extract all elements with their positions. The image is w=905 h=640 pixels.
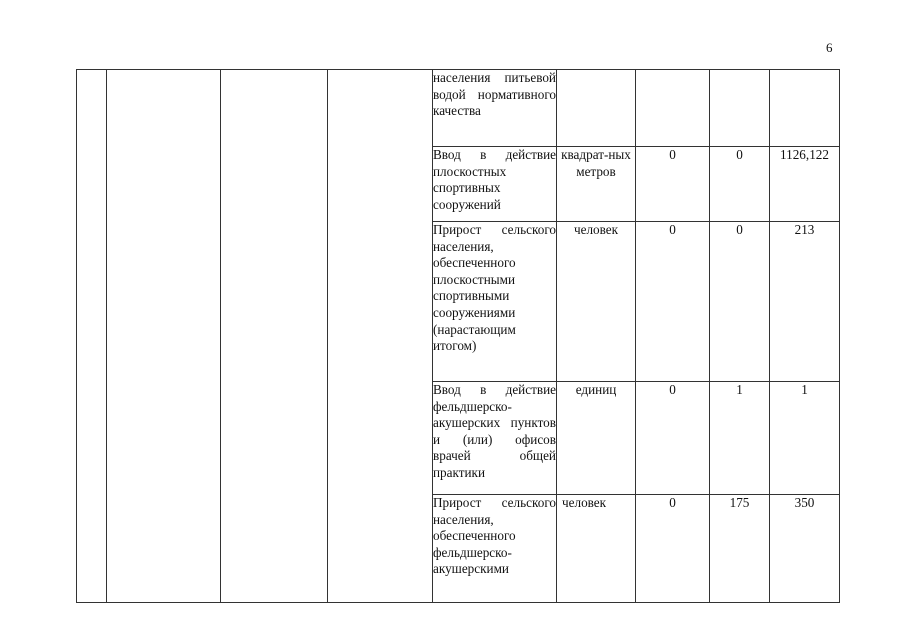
value-cell-3: 350 [770, 495, 840, 603]
unit-cell: квадрат-ных метров [557, 147, 636, 222]
unit-cell: человек [557, 495, 636, 603]
indicator-cell: Прирост сельского населения, обеспеченного фельдшерско-акушерскими [433, 495, 557, 603]
value-cell-3: 1 [770, 382, 840, 495]
empty-cell-col4 [328, 70, 433, 603]
unit-cell: единиц [557, 382, 636, 495]
empty-cell-col1 [77, 70, 107, 603]
page-number: 6 [826, 40, 833, 55]
value-cell-1 [636, 70, 710, 147]
empty-cell-col3 [221, 70, 328, 603]
value-cell-1: 0 [636, 495, 710, 603]
value-cell-1: 0 [636, 147, 710, 222]
unit-cell: человек [557, 222, 636, 382]
value-cell-1: 0 [636, 382, 710, 495]
value-cell-1: 0 [636, 222, 710, 382]
empty-cell-col2 [107, 70, 221, 603]
value-cell-3 [770, 70, 840, 147]
indicator-cell: Ввод в действие плоскостных спортивных сооружений [433, 147, 557, 222]
value-cell-3: 213 [770, 222, 840, 382]
indicator-cell: населения питьевой водой нормативного качества [433, 70, 557, 147]
value-cell-2: 0 [710, 147, 770, 222]
unit-cell [557, 70, 636, 147]
value-cell-2: 175 [710, 495, 770, 603]
value-cell-2: 1 [710, 382, 770, 495]
program-indicators-table [76, 69, 840, 603]
indicator-cell: Ввод в действие фельдшерско-акушерских пунктов и (или) офисов врачей общей практики [433, 382, 557, 495]
value-cell-2 [710, 70, 770, 147]
table-row [77, 70, 840, 147]
indicator-cell: Прирост сельского населения, обеспеченного плоскостными спортивными сооружениями (нарастающим итогом) [433, 222, 557, 382]
value-cell-2: 0 [710, 222, 770, 382]
value-cell-3: 1126,122 [770, 147, 840, 222]
